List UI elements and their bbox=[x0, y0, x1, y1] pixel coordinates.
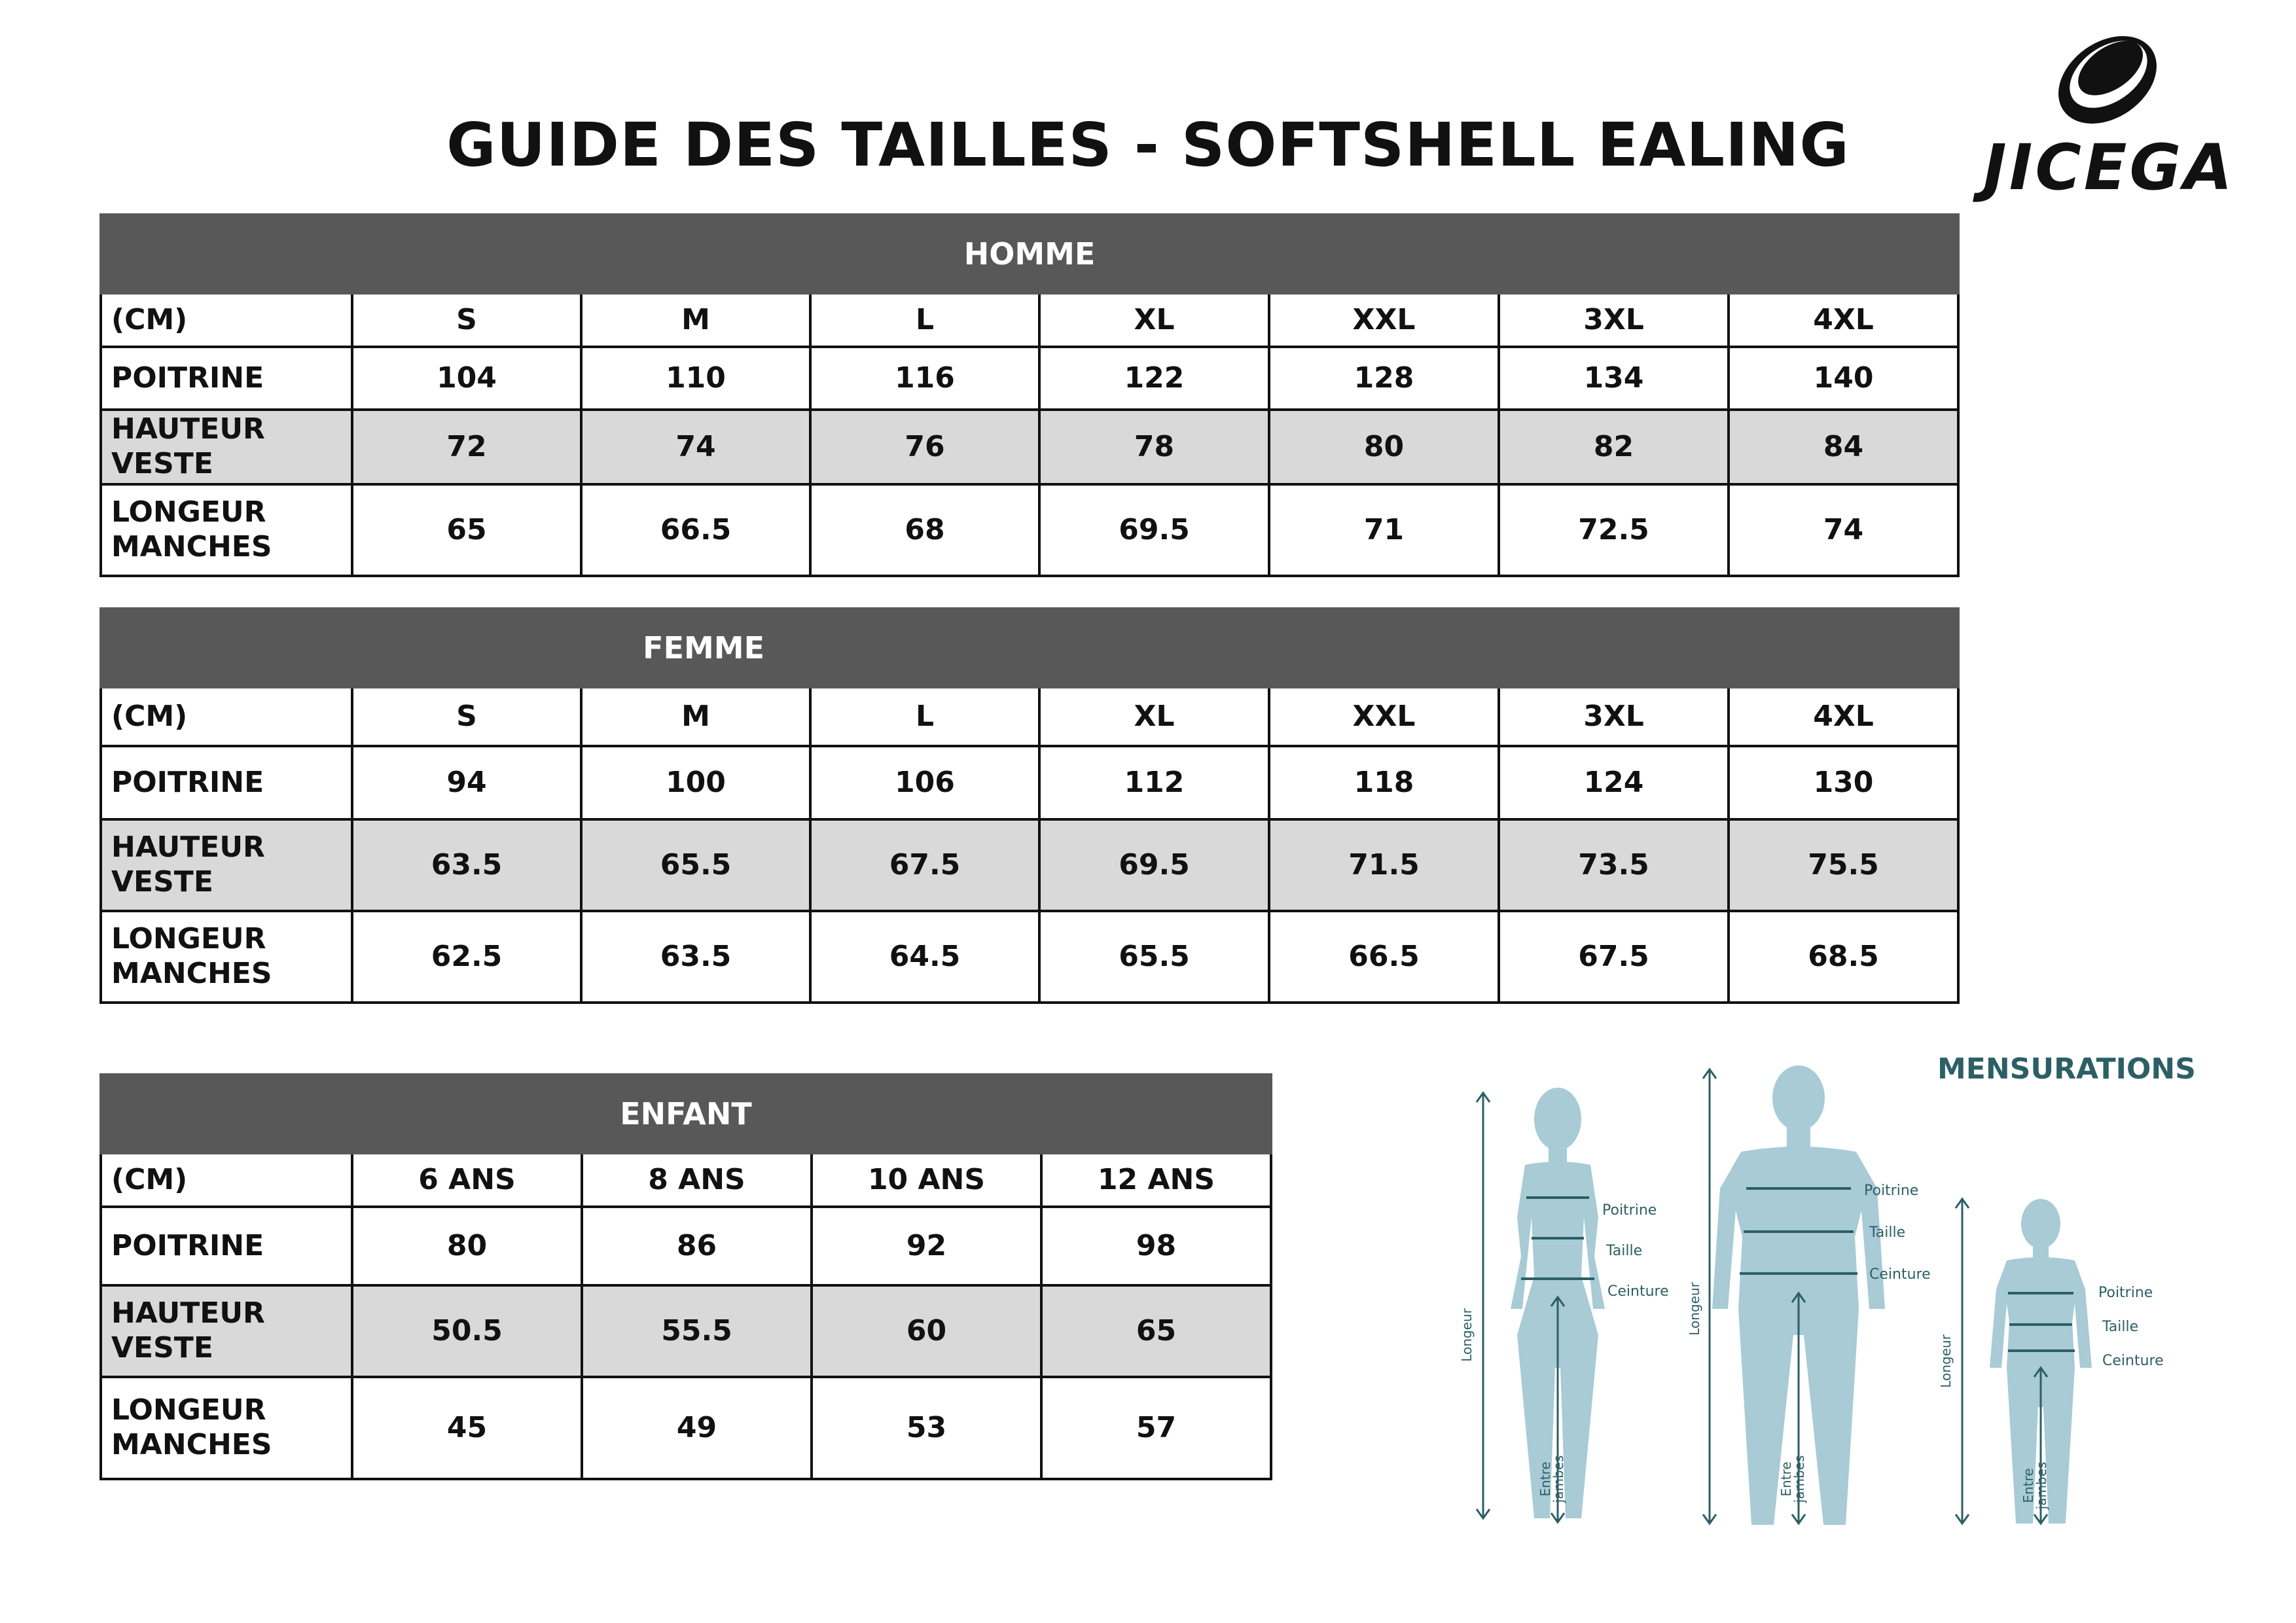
table-cell: 134 bbox=[1499, 347, 1729, 410]
woman-jambes-label: jambes bbox=[1551, 1455, 1566, 1503]
enfant-table-title: ENFANT bbox=[101, 1075, 1271, 1153]
table-cell: 98 bbox=[1041, 1207, 1271, 1285]
table-cell: 60 bbox=[812, 1285, 1041, 1377]
femme-size-table bbox=[99, 607, 1960, 1004]
woman-longeur-label: Longeur bbox=[1459, 1308, 1475, 1362]
man-entre-label: Entre bbox=[1778, 1461, 1794, 1497]
man-jambes-label: jambes bbox=[1791, 1455, 1807, 1503]
table-cell: 64.5 bbox=[810, 911, 1039, 1003]
row-label: POITRINE bbox=[101, 746, 352, 819]
table-cell: 74 bbox=[581, 410, 810, 484]
table-cell: 112 bbox=[1039, 746, 1269, 819]
woman-entre-label: Entre bbox=[1537, 1461, 1553, 1497]
table-cell: 65 bbox=[352, 484, 581, 576]
size-header: L bbox=[810, 293, 1039, 347]
brand-logo bbox=[1983, 26, 2235, 204]
mensurations-title: MENSURATIONS bbox=[1937, 1052, 2196, 1086]
unit-header: (CM) bbox=[101, 1153, 352, 1207]
page-title: GUIDE DES TAILLES - SOFTSHELL EALING bbox=[446, 110, 1850, 180]
size-header: M bbox=[581, 293, 810, 347]
table-cell: 80 bbox=[352, 1207, 582, 1285]
table-cell: 68 bbox=[810, 484, 1039, 576]
femme-title-text: FEMME bbox=[643, 630, 764, 666]
table-cell: 140 bbox=[1729, 347, 1958, 410]
table-row bbox=[101, 819, 1958, 911]
table-header-row bbox=[101, 293, 1958, 347]
row-label: POITRINE bbox=[101, 1207, 352, 1285]
size-header: S bbox=[352, 293, 581, 347]
age-header: 8 ANS bbox=[582, 1153, 812, 1207]
unit-header: (CM) bbox=[101, 687, 352, 746]
table-cell: 92 bbox=[812, 1207, 1041, 1285]
row-label: LONGEUR MANCHES bbox=[101, 1377, 352, 1479]
table-cell: 73.5 bbox=[1499, 819, 1729, 911]
man-figure bbox=[1687, 1065, 1931, 1525]
man-poitrine-label: Poitrine bbox=[1864, 1183, 1919, 1199]
table-cell: 69.5 bbox=[1039, 819, 1269, 911]
table-cell: 63.5 bbox=[352, 819, 581, 911]
table-cell: 65.5 bbox=[581, 819, 810, 911]
table-cell: 49 bbox=[582, 1377, 812, 1479]
age-header: 12 ANS bbox=[1041, 1153, 1271, 1207]
size-header: XL bbox=[1039, 687, 1269, 746]
table-cell: 68.5 bbox=[1729, 911, 1958, 1003]
table-cell: 122 bbox=[1039, 347, 1269, 410]
unit-header: (CM) bbox=[101, 293, 352, 347]
table-cell: 67.5 bbox=[1499, 911, 1729, 1003]
table-cell: 76 bbox=[810, 410, 1039, 484]
table-cell: 66.5 bbox=[581, 484, 810, 576]
table-cell: 71.5 bbox=[1269, 819, 1499, 911]
row-label: HAUTEUR VESTE bbox=[101, 819, 352, 911]
table-cell: 65.5 bbox=[1039, 911, 1269, 1003]
table-cell: 110 bbox=[581, 347, 810, 410]
table-cell: 69.5 bbox=[1039, 484, 1269, 576]
table-cell: 130 bbox=[1729, 746, 1958, 819]
size-header: S bbox=[352, 687, 581, 746]
woman-taille-label: Taille bbox=[1606, 1243, 1643, 1259]
table-row bbox=[101, 911, 1958, 1003]
table-cell: 118 bbox=[1269, 746, 1499, 819]
table-cell: 72.5 bbox=[1499, 484, 1729, 576]
table-header-row bbox=[101, 687, 1958, 746]
table-cell: 104 bbox=[352, 347, 581, 410]
table-cell: 65 bbox=[1041, 1285, 1271, 1377]
age-header: 10 ANS bbox=[812, 1153, 1041, 1207]
femme-table-title bbox=[101, 609, 1958, 687]
table-cell: 74 bbox=[1729, 484, 1958, 576]
man-ceinture-label: Ceinture bbox=[1869, 1266, 1931, 1283]
size-header: XL bbox=[1039, 293, 1269, 347]
child-longeur-label: Longeur bbox=[1938, 1334, 1954, 1388]
size-header: 3XL bbox=[1499, 687, 1729, 746]
woman-poitrine-label: Poitrine bbox=[1602, 1202, 1657, 1219]
homme-size-table bbox=[99, 213, 1960, 577]
table-cell: 86 bbox=[582, 1207, 812, 1285]
child-taille-label: Taille bbox=[2102, 1319, 2139, 1335]
brand-name: JICEGA bbox=[1983, 131, 2235, 204]
child-figure bbox=[1938, 1199, 2164, 1524]
size-header: 4XL bbox=[1729, 293, 1958, 347]
row-label: HAUTEUR VESTE bbox=[101, 1285, 352, 1377]
table-cell: 63.5 bbox=[581, 911, 810, 1003]
age-header: 6 ANS bbox=[352, 1153, 582, 1207]
table-cell: 72 bbox=[352, 410, 581, 484]
woman-ceinture-label: Ceinture bbox=[1607, 1283, 1669, 1300]
table-cell: 57 bbox=[1041, 1377, 1271, 1479]
child-jambes-label: jambes bbox=[2034, 1461, 2049, 1510]
table-cell: 128 bbox=[1269, 347, 1499, 410]
child-ceinture-label: Ceinture bbox=[2102, 1353, 2164, 1369]
table-row bbox=[101, 1285, 1271, 1377]
size-header: 4XL bbox=[1729, 687, 1958, 746]
table-cell: 66.5 bbox=[1269, 911, 1499, 1003]
table-cell: 106 bbox=[810, 746, 1039, 819]
table-row bbox=[101, 410, 1958, 484]
rugby-ball-icon bbox=[1983, 26, 2206, 137]
table-cell: 62.5 bbox=[352, 911, 581, 1003]
table-cell: 75.5 bbox=[1729, 819, 1958, 911]
row-label: HAUTEUR VESTE bbox=[101, 410, 352, 484]
homme-table-title: HOMME bbox=[101, 215, 1958, 293]
table-cell: 84 bbox=[1729, 410, 1958, 484]
table-cell: 82 bbox=[1499, 410, 1729, 484]
table-cell: 94 bbox=[352, 746, 581, 819]
table-cell: 124 bbox=[1499, 746, 1729, 819]
table-row bbox=[101, 746, 1958, 819]
table-header-row bbox=[101, 1153, 1271, 1207]
table-cell: 53 bbox=[812, 1377, 1041, 1479]
child-entre-label: Entre bbox=[2020, 1468, 2036, 1503]
table-cell: 50.5 bbox=[352, 1285, 582, 1377]
table-cell: 100 bbox=[581, 746, 810, 819]
size-header: XXL bbox=[1269, 687, 1499, 746]
row-label: LONGEUR MANCHES bbox=[101, 484, 352, 576]
size-header: XXL bbox=[1269, 293, 1499, 347]
man-taille-label: Taille bbox=[1869, 1224, 1906, 1241]
table-cell: 45 bbox=[352, 1377, 582, 1479]
size-header: 3XL bbox=[1499, 293, 1729, 347]
table-row bbox=[101, 347, 1958, 410]
size-header: L bbox=[810, 687, 1039, 746]
table-row bbox=[101, 1377, 1271, 1479]
table-cell: 78 bbox=[1039, 410, 1269, 484]
enfant-size-table bbox=[99, 1073, 1272, 1480]
child-poitrine-label: Poitrine bbox=[2098, 1285, 2153, 1301]
row-label: POITRINE bbox=[101, 347, 352, 410]
body-measurement-diagram bbox=[1427, 1060, 2199, 1531]
size-header: M bbox=[581, 687, 810, 746]
row-label: LONGEUR MANCHES bbox=[101, 911, 352, 1003]
table-cell: 116 bbox=[810, 347, 1039, 410]
table-cell: 67.5 bbox=[810, 819, 1039, 911]
table-row bbox=[101, 484, 1958, 576]
man-longeur-label: Longeur bbox=[1687, 1282, 1702, 1336]
woman-figure bbox=[1459, 1088, 1669, 1522]
table-cell: 55.5 bbox=[582, 1285, 812, 1377]
table-row bbox=[101, 1207, 1271, 1285]
table-cell: 71 bbox=[1269, 484, 1499, 576]
table-cell: 80 bbox=[1269, 410, 1499, 484]
